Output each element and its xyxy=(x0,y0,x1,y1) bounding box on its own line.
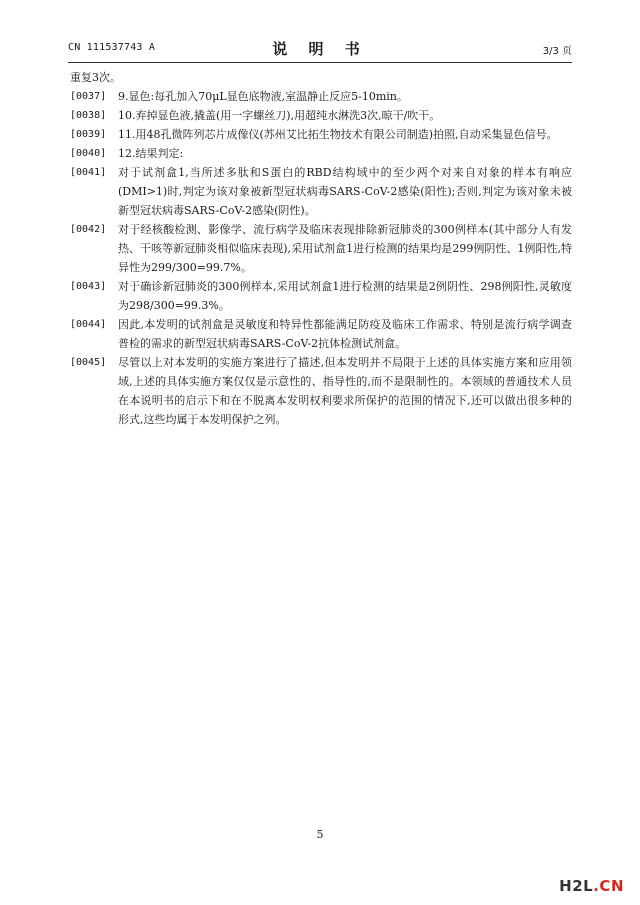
paragraph xyxy=(70,106,572,125)
body-text xyxy=(70,68,572,429)
paragraph-text: 12.结果判定: xyxy=(118,147,184,160)
doc-number: CN 111537743 A xyxy=(68,42,156,53)
paragraph xyxy=(70,144,572,163)
paragraph-number: [0037] xyxy=(70,91,107,102)
paragraph xyxy=(70,315,572,353)
paragraph-text: 9.显色:每孔加入70μL显色底物液,室温静止反应5-10min。 xyxy=(118,90,408,103)
paragraph-number: [0045] xyxy=(70,357,107,368)
paragraph-number: [0042] xyxy=(70,224,107,235)
watermark-part1: H2L xyxy=(559,877,594,895)
continuation-text: 重复3次。 xyxy=(70,71,121,84)
paragraph-number: [0038] xyxy=(70,110,107,121)
paragraph xyxy=(70,220,572,277)
paragraph-number: [0044] xyxy=(70,319,107,330)
paragraph-number: [0040] xyxy=(70,148,107,159)
watermark-part2: .CN xyxy=(593,877,624,895)
header-rule xyxy=(68,62,572,63)
page-header xyxy=(68,38,572,60)
paragraph xyxy=(70,87,572,106)
paragraph xyxy=(70,163,572,220)
paragraph-number: [0043] xyxy=(70,281,107,292)
page-number: 5 xyxy=(316,828,324,841)
paragraph-text: 11.用48孔微阵列芯片成像仪(苏州艾比拓生物技术有限公司制造)拍照,自动采集显色信号。 xyxy=(118,128,558,141)
paragraph-text: 对于经核酸检测、影像学、流行病学及临床表现排除新冠肺炎的300例样本(其中部分人有发热、干咳等新冠肺炎相似临床表现),采用试剂盒1进行检测的结果均是299例阴性、1例阳性,特异性为299/300=99.7%。 xyxy=(118,223,572,274)
page-of: 3/3 页 xyxy=(542,46,572,57)
paragraph-text: 10.弃掉显色液,撬盖(用一字螺丝刀),用超纯水淋洗3次,晾干/吹干。 xyxy=(118,109,441,122)
paragraph xyxy=(70,277,572,315)
paragraph-text: 对于确诊新冠肺炎的300例样本,采用试剂盒1进行检测的结果是2例阴性、298例阳性,灵敏度为298/300=99.3%。 xyxy=(118,280,572,312)
paragraph-text: 尽管以上对本发明的实施方案进行了描述,但本发明并不局限于上述的具体实施方案和应用领域,上述的具体实施方案仅仅是示意性的、指导性的,而不是限制性的。本领域的普通技术人员在本说明书的启示下和在不脱离本发明权利要求所保护的范围的情况下,还可以做出很多种的形式,这些均属于本发明保护之列。 xyxy=(118,356,572,426)
watermark-logo xyxy=(559,877,624,895)
paragraph-text: 因此,本发明的试剂盒是灵敏度和特异性都能满足防疫及临床工作需求、特别是流行病学调查普检的需求的新型冠状病毒SARS-CoV-2抗体检测试剂盒。 xyxy=(118,318,572,350)
paragraph xyxy=(70,353,572,429)
paragraph-text: 对于试剂盒1,当所述多肽和S蛋白的RBD结构域中的至少两个对来自对象的样本有响应(DMI>1)时,判定为该对象被新型冠状病毒SARS-CoV-2感染(阳性);否则,判定为该对象未被新型冠状病毒SARS-CoV-2感染(阴性)。 xyxy=(118,166,572,217)
doc-title: 说 明 书 xyxy=(272,40,368,58)
paragraph-number: [0039] xyxy=(70,129,107,140)
paragraph-number: [0041] xyxy=(70,167,107,178)
paragraph xyxy=(70,125,572,144)
